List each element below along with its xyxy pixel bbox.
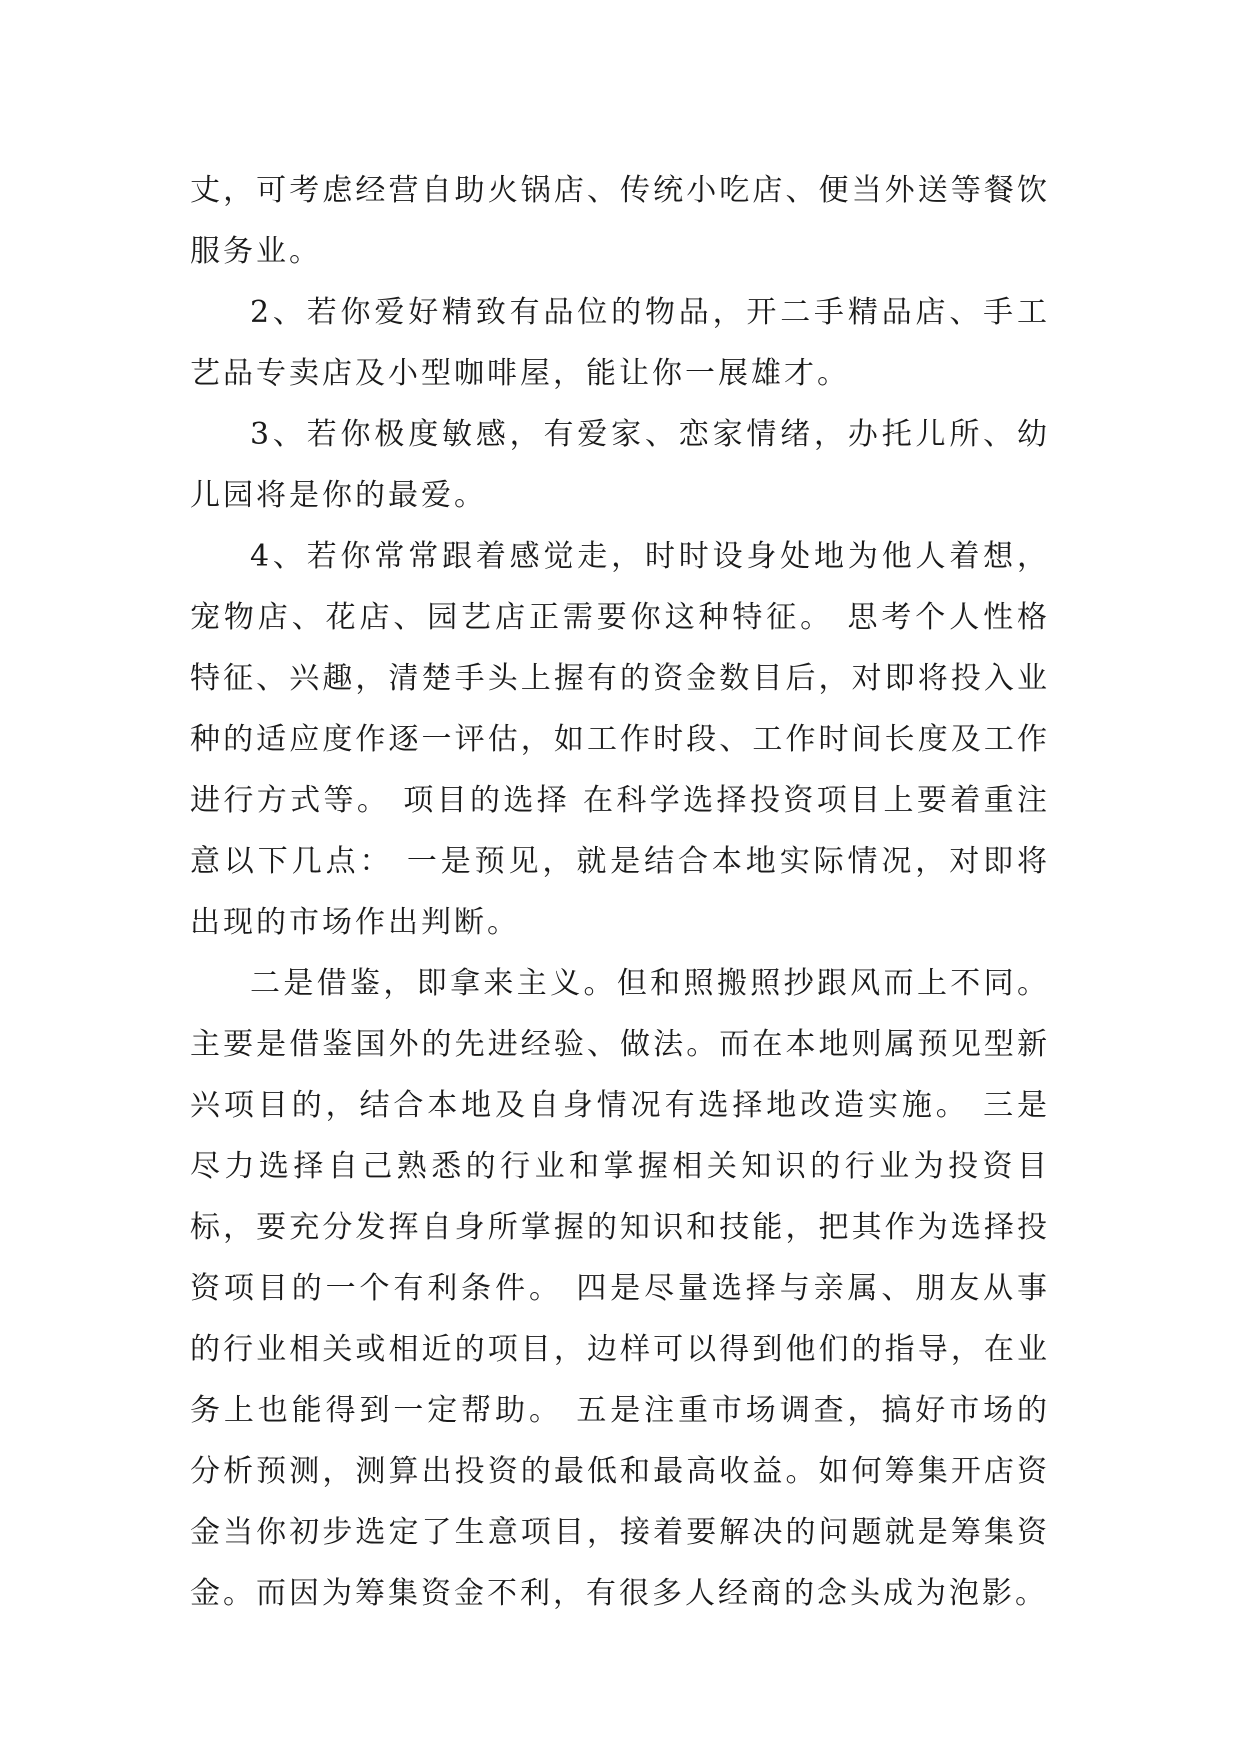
- paragraph-continuation: 丈，可考虑经营自助火锅店、传统小吃店、便当外送等餐饮服务业。: [190, 173, 1050, 269]
- paragraph-project-selection: 二是借鉴，即拿来主义。但和照搬照抄跟风而上不同。主要是借鉴国外的先进经验、做法。而在本地则属预见型新兴项目的，结合本地及自身情况有选择地改造实施。 三是尽力选择自己熟悉的行业和掌握相关知识的行业为投资目标，要充分发挥自身所掌握的知识和技能，把其作为选择投资项目的一个有利条件。 四是尽量选择与亲属、朋友从事的行业相关或相近的项目，边样可以得到他们的指导，在业务上也能得到一定帮助。 五是注重市场调查，搞好市场的分析预测，测算出投资的最低和最高收益。如何筹集开店资金当你初步选定了生意项目，接着要解决的问题就是筹集资金。而因为筹集资金不利，有很多人经商的念头成为泡影。: [190, 966, 1050, 1611]
- paragraph-item-4: 4、若你常常跟着感觉走，时时设身处地为他人着想，宠物店、花店、园艺店正需要你这种特征。 思考个人性格特征、兴趣，清楚手头上握有的资金数目后，对即将投入业种的适应度作逐一评估，如工作时段、工作时间长度及工作进行方式等。 项目的选择 在科学选择投资项目上要着重注意以下几点： 一是预见，就是结合本地实际情况，对即将出现的市场作出判断。: [190, 539, 1050, 940]
- paragraph-item-2: 2、若你爱好精致有品位的物品，开二手精品店、手工艺品专卖店及小型咖啡屋，能让你一展雄才。: [190, 295, 1050, 391]
- paragraph-item-3: 3、若你极度敏感，有爱家、恋家情绪，办托儿所、幼儿园将是你的最爱。: [190, 417, 1050, 513]
- document-body: [190, 160, 1050, 1624]
